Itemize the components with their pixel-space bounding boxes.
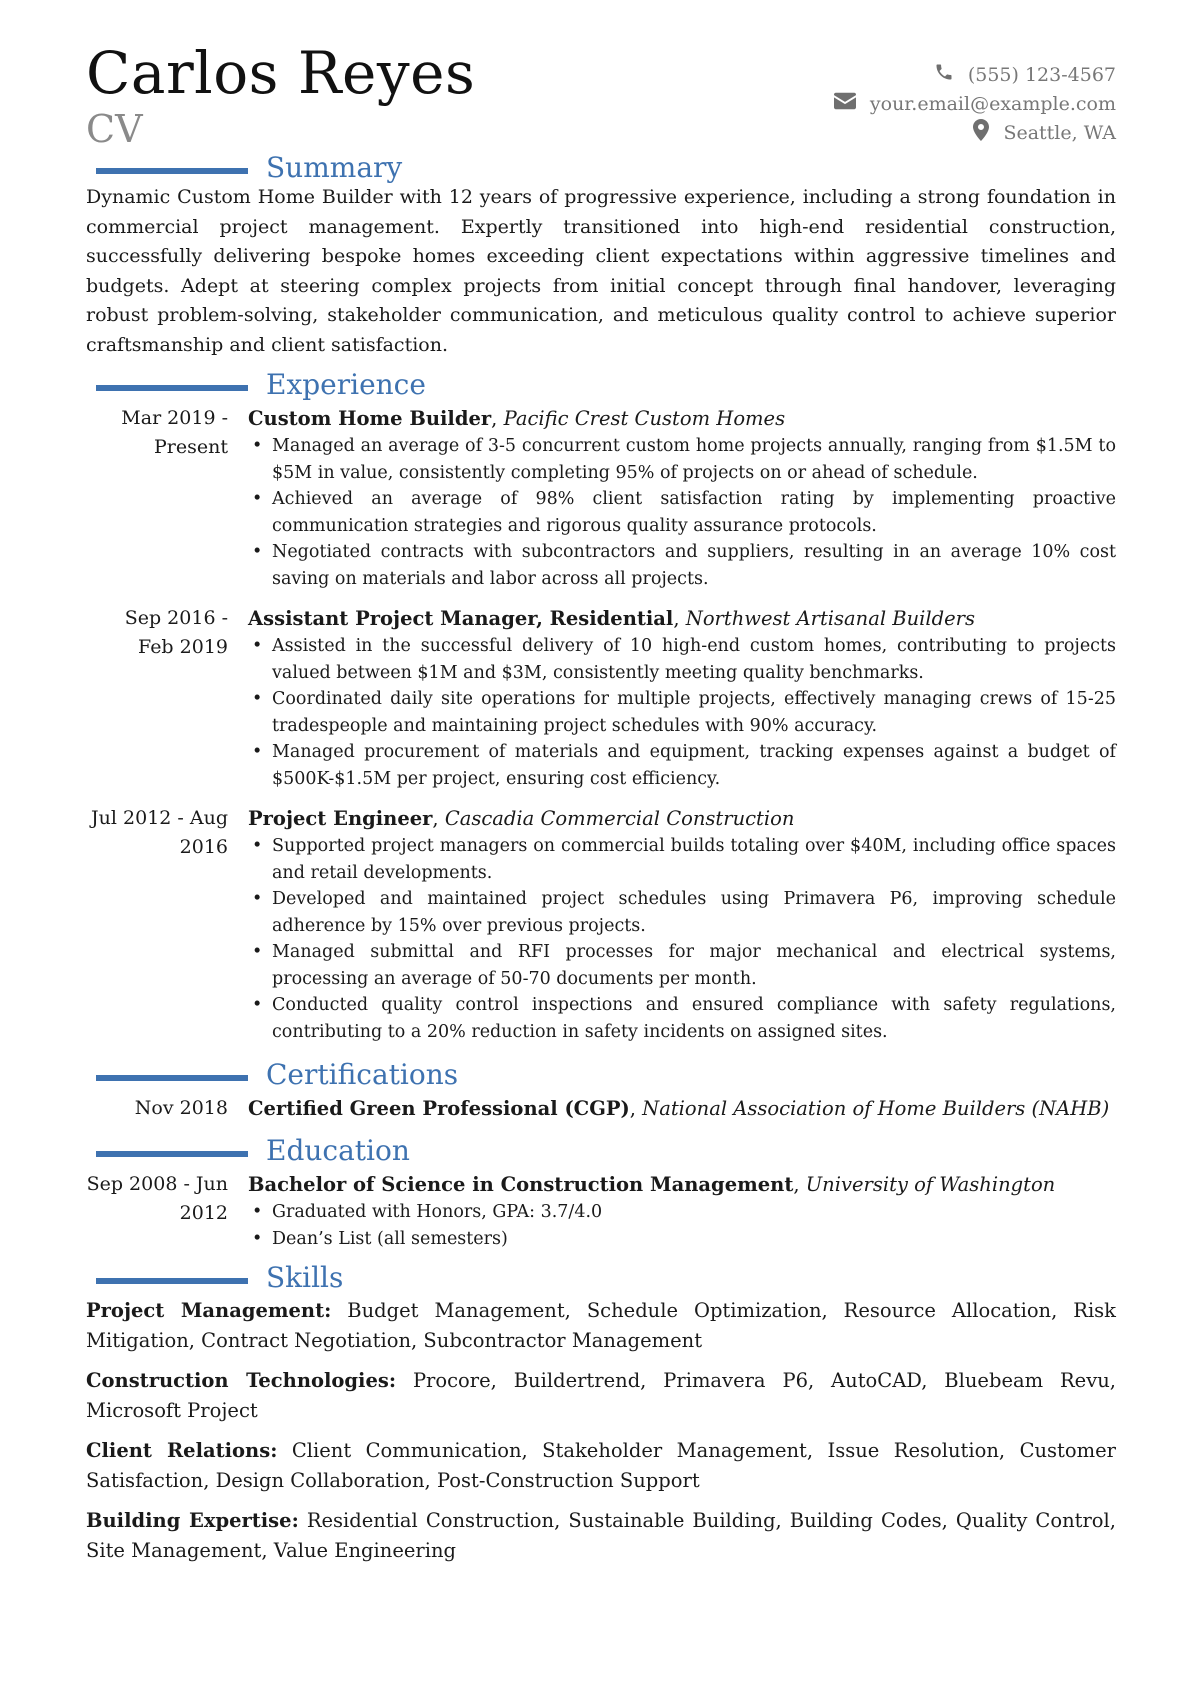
contact-location [834, 118, 1116, 147]
list-item: • Assisted in the successful delivery of 10 high-end custom homes, contributing to projects valued between $1M and $3M, consistently meeting quality benchmarks. [248, 633, 1116, 686]
entry-role: Assistant Project Manager, Residential [248, 607, 674, 630]
skills-section [86, 1260, 1116, 1565]
entry-date: Sep 2008 - Jun 2012 [86, 1173, 228, 1224]
certifications-section [86, 1057, 1116, 1123]
section-rule [96, 385, 248, 391]
phone-text[interactable]: (555) 123-4567 [967, 63, 1116, 86]
education-entry [86, 1170, 1116, 1252]
list-item: • Dean’s List (all semesters) [248, 1226, 1116, 1253]
entry-body [248, 404, 1116, 592]
entry-org: University of Washington [805, 1173, 1056, 1196]
section-title: Certifications [266, 1058, 459, 1091]
section-rule [96, 1278, 248, 1284]
section-title: Skills [266, 1261, 344, 1294]
section-rule [96, 1075, 248, 1081]
skill-label: Project Management: [86, 1299, 332, 1322]
entry-date: Jul 2012 - Aug 2016 [91, 807, 228, 858]
entry-role: Custom Home Builder [248, 407, 492, 430]
education-section [86, 1133, 1116, 1252]
list-item: • Conducted quality control inspections and ensured compliance with safety regulations, contributing to a 20% reduction in safety incidents on assigned sites. [248, 992, 1116, 1045]
contact-phone [834, 60, 1116, 89]
entry-bullets [248, 1199, 1116, 1252]
list-item: • Managed procurement of materials and equipment, tracking expenses against a budget of $500K-$1.5M per project, ensuring cost efficiency. [248, 739, 1116, 792]
experience-entry [86, 404, 1116, 592]
skill-group [86, 1436, 1116, 1495]
section-title: Experience [266, 368, 426, 401]
cv-header [86, 39, 1116, 151]
entry-heading: Assistant Project Manager, Residential, Northwest Artisanal Builders [248, 607, 975, 630]
list-item: • Coordinated daily site operations for multiple projects, effectively managing crews of 15-25 tradespeople and maintaining project schedules with 90% accuracy. [248, 686, 1116, 739]
entry-org: Northwest Artisanal Builders [685, 607, 975, 630]
summary-text: Dynamic Custom Home Builder with 12 years of progressive experience, including a strong foundation in commercial project management. Expertly transitioned into high-end residential construction, successfully delivering bespoke homes exceeding client expectations within aggressive timelines and budgets. Adept at steering complex projects from initial concept through final handover, leveraging robust problem-solving, stakeholder communication, and meticulous quality control to achieve superior craftsmanship and client satisfaction. [86, 186, 1116, 356]
section-heading [86, 1260, 1116, 1296]
entry-body [248, 1170, 1116, 1252]
envelope-icon [834, 92, 856, 115]
section-title: Summary [266, 151, 403, 184]
skill-value: Residential Construction, Sustainable Building, Building Codes, Quality Control, Site Management, Value Engineering [86, 1509, 1116, 1562]
phone-icon [934, 62, 954, 87]
contact-block [834, 60, 1116, 147]
location-text: Seattle, WA [1003, 121, 1116, 144]
list-item: • Managed an average of 3-5 concurrent custom home projects annually, ranging from $1.5M to $5M in value, consistently completing 95% of projects on or ahead of schedule. [248, 433, 1116, 486]
summary-section [86, 150, 1116, 360]
section-heading [86, 367, 1116, 403]
section-title: Education [266, 1134, 410, 1167]
skill-value: Budget Management, Schedule Optimization, Resource Allocation, Risk Mitigation, Contract Negotiation, Subcontractor Management [86, 1299, 1117, 1352]
experience-section [86, 367, 1116, 1045]
section-rule [96, 1151, 248, 1157]
entry-heading: Certified Green Professional (CGP), National Association of Home Builders (NAHB) [248, 1097, 1110, 1120]
cv-page [86, 38, 1116, 1576]
skill-group [86, 1296, 1116, 1355]
entry-date: Sep 2016 - Feb 2019 [124, 607, 228, 658]
experience-entry [86, 604, 1116, 792]
section-rule [96, 168, 248, 174]
entry-bullets [248, 633, 1116, 792]
contact-email [834, 89, 1116, 118]
entry-role: Bachelor of Science in Construction Management [248, 1173, 794, 1196]
experience-entry [86, 804, 1116, 1045]
entry-bullets [248, 433, 1116, 592]
entry-org: National Association of Home Builders (NAHB) [642, 1097, 1110, 1120]
skill-group [86, 1506, 1116, 1565]
entry-date: Mar 2019 - Present [121, 407, 228, 458]
list-item: • Supported project managers on commercial builds totaling over $40M, including office spaces and retail developments. [248, 833, 1116, 886]
entry-heading: Bachelor of Science in Construction Management, University of Washington [248, 1173, 1056, 1196]
skill-group [86, 1366, 1116, 1425]
entry-role: Project Engineer [248, 807, 433, 830]
list-item: • Negotiated contracts with subcontractors and suppliers, resulting in an average 10% cost saving on materials and labor across all projects. [248, 539, 1116, 592]
skill-label: Client Relations: [86, 1439, 278, 1462]
entry-heading: Custom Home Builder, Pacific Crest Custom Homes [248, 407, 786, 430]
person-name: Carlos Reyes [86, 39, 476, 107]
email-text[interactable]: your.email@example.com [869, 92, 1116, 115]
list-item: • Achieved an average of 98% client satisfaction rating by implementing proactive communication strategies and rigorous quality assurance protocols. [248, 486, 1116, 539]
certification-entry [86, 1094, 1116, 1123]
entry-org: Cascadia Commercial Construction [444, 807, 795, 830]
skill-label: Construction Technologies: [86, 1369, 397, 1392]
list-item: • Developed and maintained project schedules using Primavera P6, improving schedule adherence by 15% over previous projects. [248, 886, 1116, 939]
entry-body [248, 804, 1116, 1045]
skill-value: Client Communication, Stakeholder Management, Issue Resolution, Customer Satisfaction, Design Collaboration, Post-Construction Support [86, 1439, 1116, 1492]
document-tag: CV [86, 107, 143, 151]
entry-heading: Project Engineer, Cascadia Commercial Construction [248, 807, 795, 830]
section-heading [86, 150, 1116, 186]
list-item: • Graduated with Honors, GPA: 3.7/4.0 [248, 1199, 1116, 1226]
entry-date: Nov 2018 [134, 1097, 228, 1119]
section-heading [86, 1133, 1116, 1169]
entry-body [248, 604, 1116, 792]
location-pin-icon [973, 119, 989, 146]
skill-label: Building Expertise: [86, 1509, 299, 1532]
entry-bullets [248, 833, 1116, 1045]
skill-value: Procore, Buildertrend, Primavera P6, AutoCAD, Bluebeam Revu, Microsoft Project [86, 1369, 1116, 1422]
list-item: • Managed submittal and RFI processes for major mechanical and electrical systems, processing an average of 50-70 documents per month. [248, 939, 1116, 992]
entry-body [248, 1094, 1116, 1123]
section-heading [86, 1057, 1116, 1093]
entry-org: Pacific Crest Custom Homes [503, 407, 786, 430]
entry-role: Certified Green Professional (CGP) [248, 1097, 630, 1120]
